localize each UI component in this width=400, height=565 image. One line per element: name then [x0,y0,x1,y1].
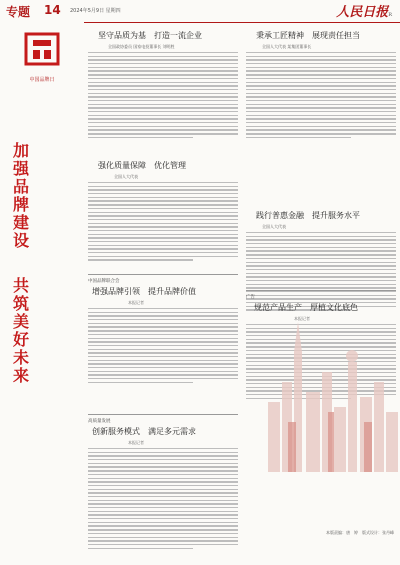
article-title: 增强品牌引领 提升品牌价值 [92,287,196,296]
article-area [84,22,400,565]
article-body [88,182,238,263]
section-divider [88,414,238,415]
article-body [88,308,238,385]
article-kicker: 中国品牌联合会 [88,279,120,284]
article-title: 践行普惠金融 提升服务水平 [256,211,360,220]
newspaper-logo: 人民日报R [336,5,392,20]
headline-column-left: 加 强 品 牌 建 设 [12,141,29,250]
article-title: 规范产品生产 厚植文化底色 [254,303,358,312]
article-body [88,52,238,141]
article-byline: 全国人大代表 [262,224,286,229]
page-header [0,0,400,23]
article-kicker: 高质量发展 [88,419,111,424]
article-byline: 全国政协委员 国家电投董事长 刘明胜 [108,44,175,49]
city-skyline-illustration [264,312,400,472]
article-title: 强化质量保障 优化管理 [98,161,186,170]
section-name: 专题 [6,5,31,19]
issue-date: 2024年5月9日 星期四 [70,8,121,14]
article-author: 本报记者 [294,316,310,321]
sidebar [0,22,84,565]
article-title: 坚守品质为基 打造一流企业 [98,31,202,40]
article-byline: 全国人大代表 [114,174,138,179]
article-body [246,52,396,141]
article-kicker: 广告 [246,295,255,300]
article-title: 创新服务模式 满足多元需求 [92,427,196,436]
article-body [246,232,396,313]
article-author: 本报记者 [128,300,144,305]
article-author: 本报记者 [128,440,144,445]
section-divider [88,274,238,275]
organization-label: 中国品牌日 [29,77,55,83]
article-body [88,448,238,551]
brand-day-emblem-icon [24,32,60,66]
section-divider [246,290,396,291]
article-title: 秉承工匠精神 展现责任担当 [256,31,360,40]
page-number: 14 [44,3,61,17]
article-byline: 全国人大代表 某集团董事长 [262,44,312,49]
headline-column-right: 共 筑 美 好 未 来 [12,276,29,385]
page-credits: 本版责编：唐 婷 版式设计：张丹峰 [326,530,394,535]
